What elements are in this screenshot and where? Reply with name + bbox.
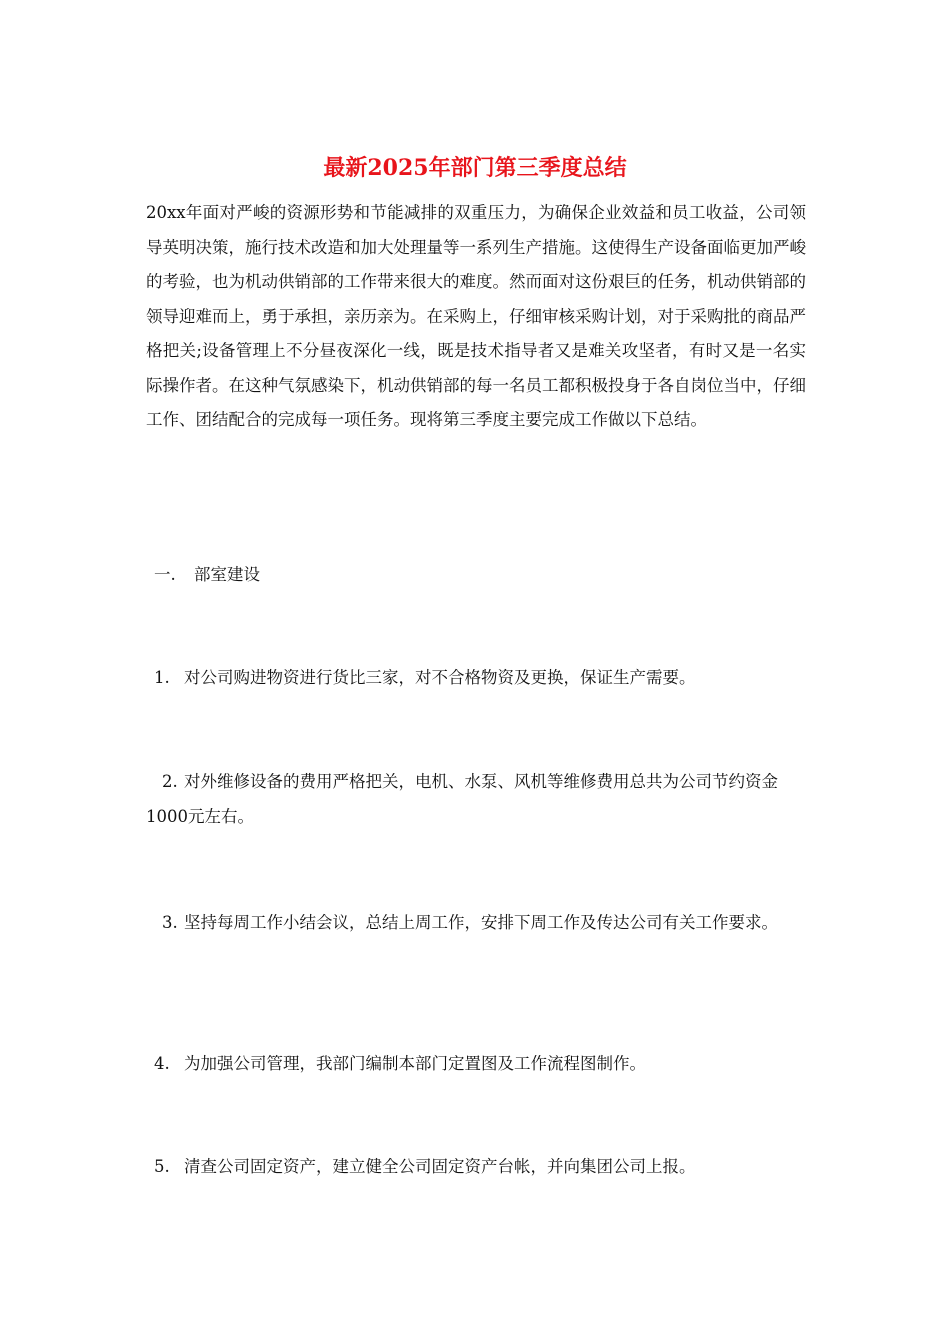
item-number: 2. bbox=[162, 772, 178, 791]
item-text: 对公司购进物资进行货比三家，对不合格物资及更换，保证生产需要。 bbox=[184, 668, 696, 687]
list-item bbox=[146, 1150, 814, 1185]
intro-paragraph: 20xx年面对严峻的资源形势和节能减排的双重压力，为确保企业效益和员工收益，公司领导英明决策，施行技术改造和加大处理量等一系列生产措施。这使得生产设备面临更加严峻的考验，也为机动供销部的工作带来很大的难度。然而面对这份艰巨的任务，机动供销部的领导迎难而上，勇于承担，亲历亲为。在采购上，仔细审核采购计划，对于采购批的商品严格把关;设备管理上不分昼夜深化一线，既是技术指导者又是难关攻坚者，有时又是一名实际操作者。在这种气氛感染下，机动供销部的每一名员工都积极投身于各自岗位当中，仔细工作、团结配合的完成每一项任务。现将第三季度主要完成工作做以下总结。 bbox=[146, 203, 806, 429]
item-number: 4. bbox=[154, 1054, 170, 1073]
section-heading bbox=[146, 558, 814, 593]
list-item bbox=[146, 906, 806, 941]
item-number: 5. bbox=[154, 1157, 170, 1176]
item-text: 对外维修设备的费用严格把关，电机、水泵、风机等维修费用总共为公司节约资金1000元左右。 bbox=[146, 772, 778, 826]
list-item bbox=[146, 661, 814, 696]
item-number: 3. bbox=[162, 913, 178, 932]
item-text: 坚持每周工作小结会议，总结上周工作，安排下周工作及传达公司有关工作要求。 bbox=[184, 913, 778, 932]
section-heading-text: 部室建设 bbox=[194, 565, 260, 584]
section-number: 一. bbox=[154, 565, 176, 584]
item-text: 清查公司固定资产，建立健全公司固定资产台帐，并向集团公司上报。 bbox=[184, 1157, 696, 1176]
list-item bbox=[146, 1047, 814, 1082]
item-text: 为加强公司管理，我部门编制本部门定置图及工作流程图制作。 bbox=[184, 1054, 646, 1073]
document-title: 最新2025年部门第三季度总结 bbox=[323, 155, 627, 181]
list-item bbox=[146, 765, 806, 834]
item-number: 1. bbox=[154, 668, 170, 687]
